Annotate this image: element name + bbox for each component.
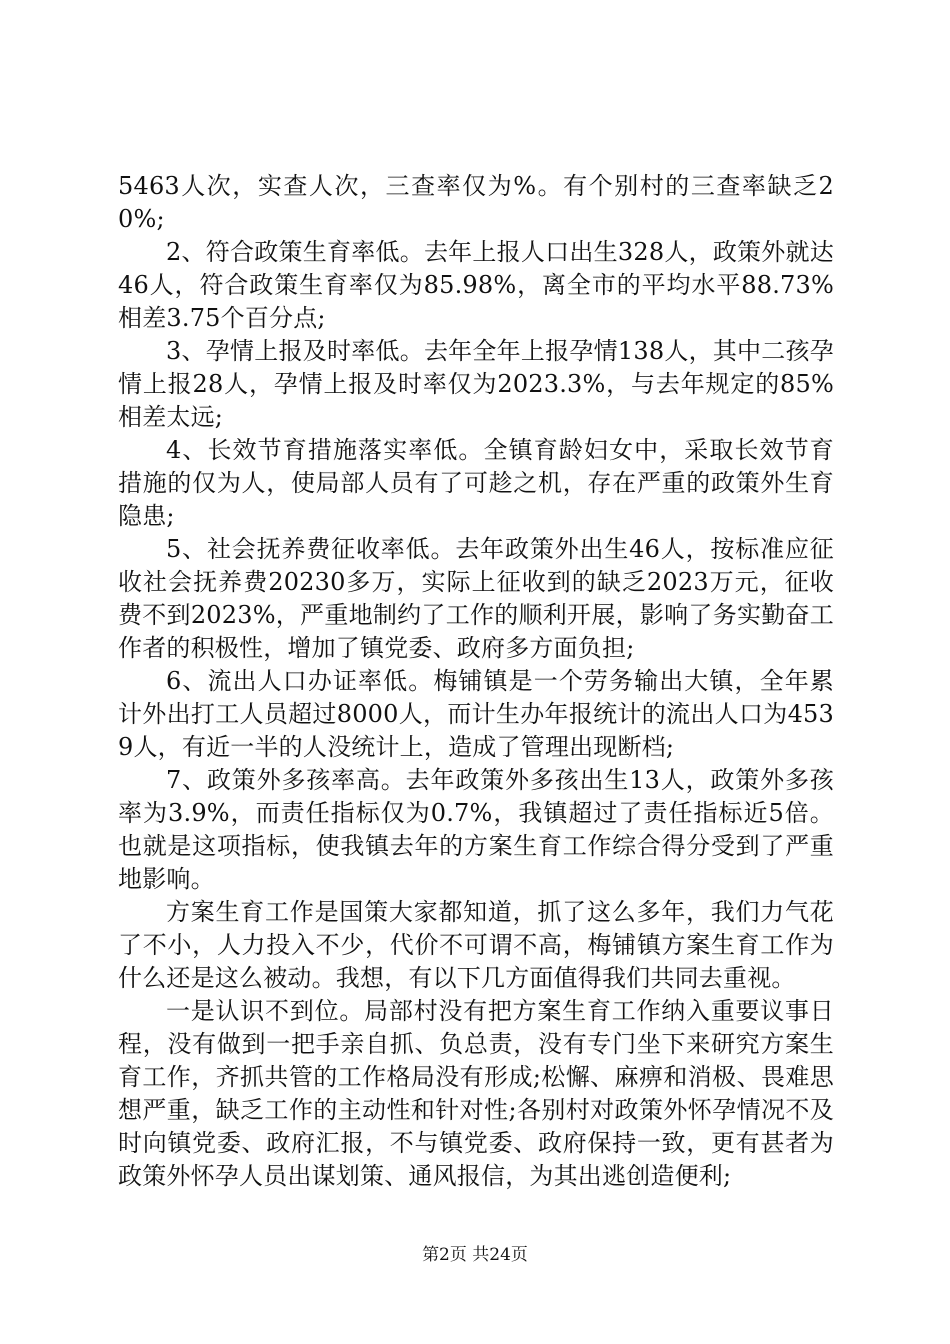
paragraph-item-4: 4、长效节育措施落实率低。全镇育龄妇女中，采取长效节育措施的仅为人，使局部人员有了可趁之机，存在严重的政策外生育隐患; bbox=[118, 436, 834, 530]
paragraph-reason-1: 一是认识不到位。局部村没有把方案生育工作纳入重要议事日程，没有做到一把手亲自抓、负总责，没有专门坐下来研究方案生育工作，齐抓共管的工作格局没有形成;松懈、麻痹和消极、畏难思想严重，缺乏工作的主动性和针对性;各别村对政策外怀孕情况不及时向镇党委、政府汇报，不与镇党委、政府保持一致，更有甚者为政策外怀孕人员出谋划策、通风报信，为其出逃创造便利; bbox=[118, 997, 834, 1190]
paragraph-item-2: 2、符合政策生育率低。去年上报人口出生328人，政策外就达46人，符合政策生育率仅为85.98%，离全市的平均水平88.73%相差3.75个百分点; bbox=[118, 238, 834, 332]
paragraph-analysis-intro: 方案生育工作是国策大家都知道，抓了这么多年，我们力气花了不小，人力投入不少，代价不可谓不高，梅铺镇方案生育工作为什么还是这么被动。我想，有以下几方面值得我们共同去重视。 bbox=[118, 898, 834, 992]
paragraph-item-6: 6、流出人口办证率低。梅铺镇是一个劳务输出大镇，全年累计外出打工人员超过8000人，而计生办年报统计的流出人口为4539人，有近一半的人没统计上，造成了管理出现断档; bbox=[118, 667, 834, 761]
paragraph-item-7: 7、政策外多孩率高。去年政策外多孩出生13人，政策外多孩率为3.9%，而责任指标仅为0.7%，我镇超过了责任指标近5倍。也就是这项指标，使我镇去年的方案生育工作综合得分受到了严重地影响。 bbox=[118, 766, 834, 893]
paragraph-continuation: 5463人次，实查人次，三查率仅为%。有个别村的三查率缺乏20%; bbox=[118, 172, 834, 233]
document-body bbox=[118, 170, 834, 1193]
page-number-footer: 第2页 共24页 bbox=[422, 1245, 528, 1265]
paragraph-item-3: 3、孕情上报及时率低。去年全年上报孕情138人，其中二孩孕情上报28人，孕情上报及时率仅为2023.3%，与去年规定的85%相差太远; bbox=[118, 337, 834, 431]
paragraph-item-5: 5、社会抚养费征收率低。去年政策外出生46人，按标准应征收社会抚养费20230多万，实际上征收到的缺乏2023万元，征收费不到2023%，严重地制约了工作的顺利开展，影响了务实勤奋工作者的积极性，增加了镇党委、政府多方面负担; bbox=[118, 535, 834, 662]
